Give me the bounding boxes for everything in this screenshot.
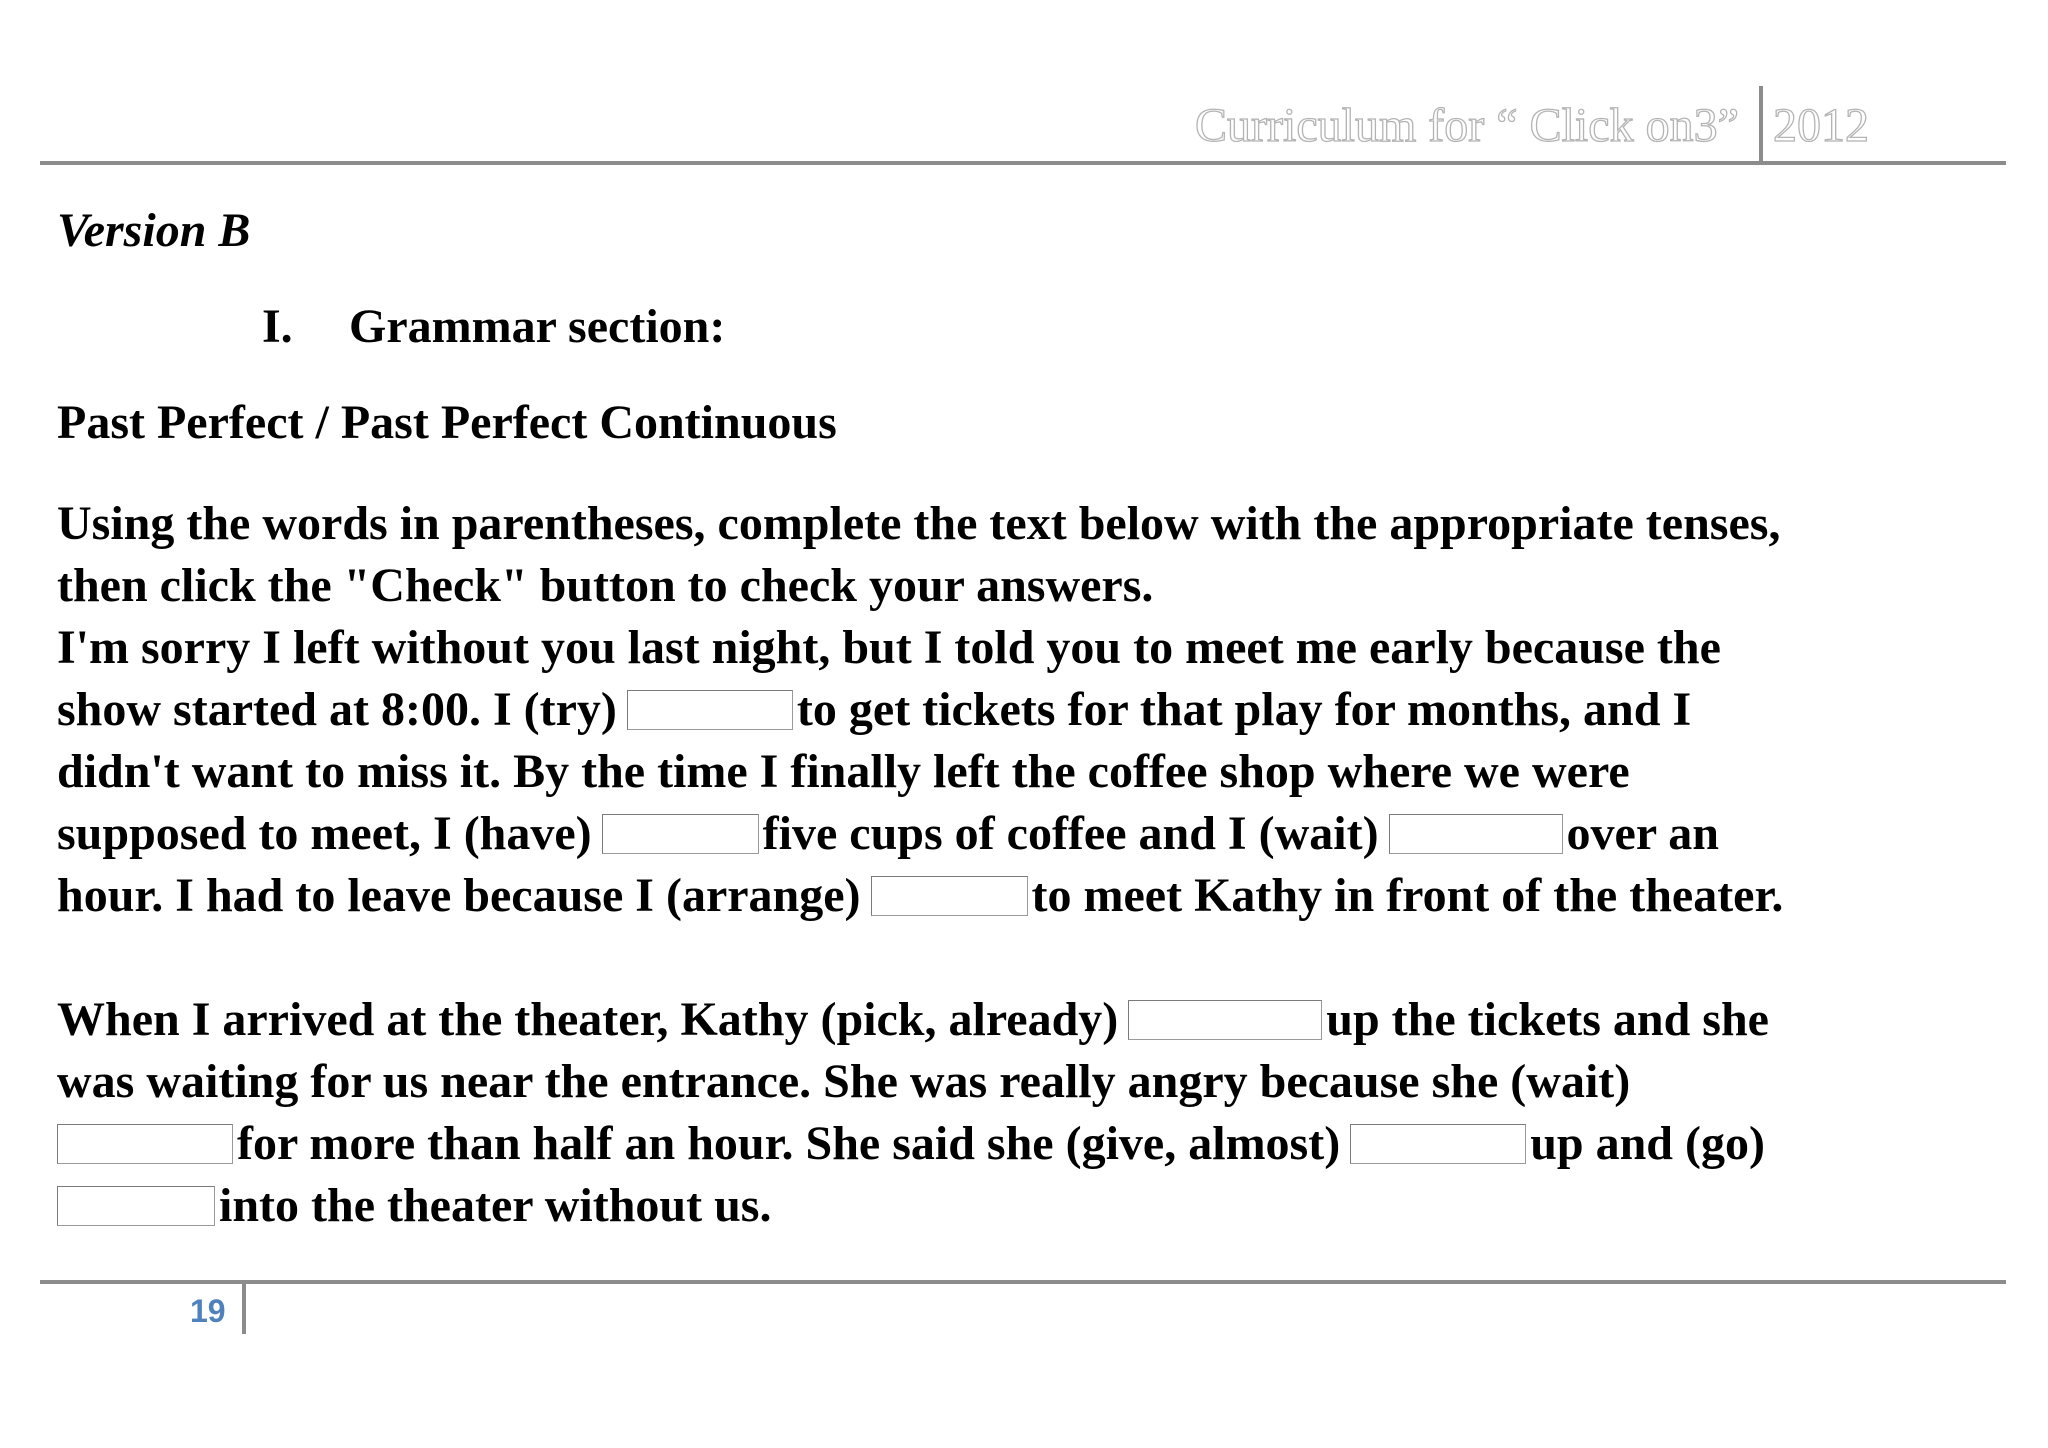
paragraph-text: hour. I had to leave because I (arrange) xyxy=(57,868,861,922)
paragraph2-line-2 xyxy=(57,1047,1630,1109)
footer-rule xyxy=(40,1280,2006,1284)
paragraph-text: didn't want to miss it. By the time I finally left the coffee shop where we were xyxy=(57,744,1630,798)
instructions-line-1 xyxy=(57,489,1780,551)
paragraph1-line-5 xyxy=(57,861,1783,923)
header-title: Curriculum for “ Click on3” xyxy=(1195,99,1739,152)
footer-separator xyxy=(242,1284,246,1334)
paragraph2-line-3 xyxy=(57,1109,1765,1171)
blank-give-almost-input[interactable] xyxy=(1350,1124,1526,1164)
page-number: 19 xyxy=(190,1293,226,1329)
paragraph-text: up the tickets and she xyxy=(1326,992,1769,1046)
paragraph1-line-4 xyxy=(57,799,1719,861)
paragraph-text: show started at 8:00. I (try) xyxy=(57,682,617,736)
section-title: Grammar section: xyxy=(349,300,726,353)
blank-wait-input[interactable] xyxy=(1389,814,1563,854)
header-year: 2012 xyxy=(1773,99,1869,152)
header-separator xyxy=(1759,86,1763,162)
paragraph2-line-1 xyxy=(57,985,1769,1047)
exercise-subtitle: Past Perfect / Past Perfect Continuous xyxy=(57,396,837,449)
header-rule xyxy=(40,161,2006,165)
blank-wait-2-input[interactable] xyxy=(57,1124,233,1164)
paragraph-text: to meet Kathy in front of the theater. xyxy=(1031,868,1784,922)
paragraph-text: into the theater without us. xyxy=(219,1178,772,1232)
paragraph1-line-3 xyxy=(57,737,1630,799)
paragraph2-line-4 xyxy=(57,1171,771,1233)
paragraph-text: up and (go) xyxy=(1530,1116,1765,1170)
paragraph1-line-1 xyxy=(57,613,1721,675)
blank-pick-already-input[interactable] xyxy=(1128,1000,1322,1040)
blank-arrange-input[interactable] xyxy=(871,876,1028,916)
paragraph-text: was waiting for us near the entrance. She was really angry because she (wait) xyxy=(57,1054,1631,1108)
instructions-text-2: then click the "Check" button to check your answers. xyxy=(57,558,1154,612)
paragraph-text: supposed to meet, I (have) xyxy=(57,806,592,860)
version-label: Version B xyxy=(57,204,251,257)
paragraph-text: I'm sorry I left without you last night, but I told you to meet me early because the xyxy=(57,620,1721,674)
paragraph-text: over an xyxy=(1566,806,1719,860)
blank-go-input[interactable] xyxy=(57,1186,215,1226)
paragraph-text: to get tickets for that play for months, and I xyxy=(796,682,1692,736)
paragraph1-line-2 xyxy=(57,675,1691,737)
paragraph-text: for more than half an hour. She said she (give, almost) xyxy=(237,1116,1341,1170)
instructions-line-2 xyxy=(57,551,1153,613)
blank-try-input[interactable] xyxy=(627,690,793,730)
paragraph-text: five cups of coffee and I (wait) xyxy=(762,806,1379,860)
instructions-text-1: Using the words in parentheses, complete the text below with the appropriate tenses, xyxy=(57,496,1781,550)
blank-have-input[interactable] xyxy=(602,814,759,854)
section-number: I. xyxy=(262,300,293,353)
paragraph-text: When I arrived at the theater, Kathy (pick, already) xyxy=(57,992,1119,1046)
